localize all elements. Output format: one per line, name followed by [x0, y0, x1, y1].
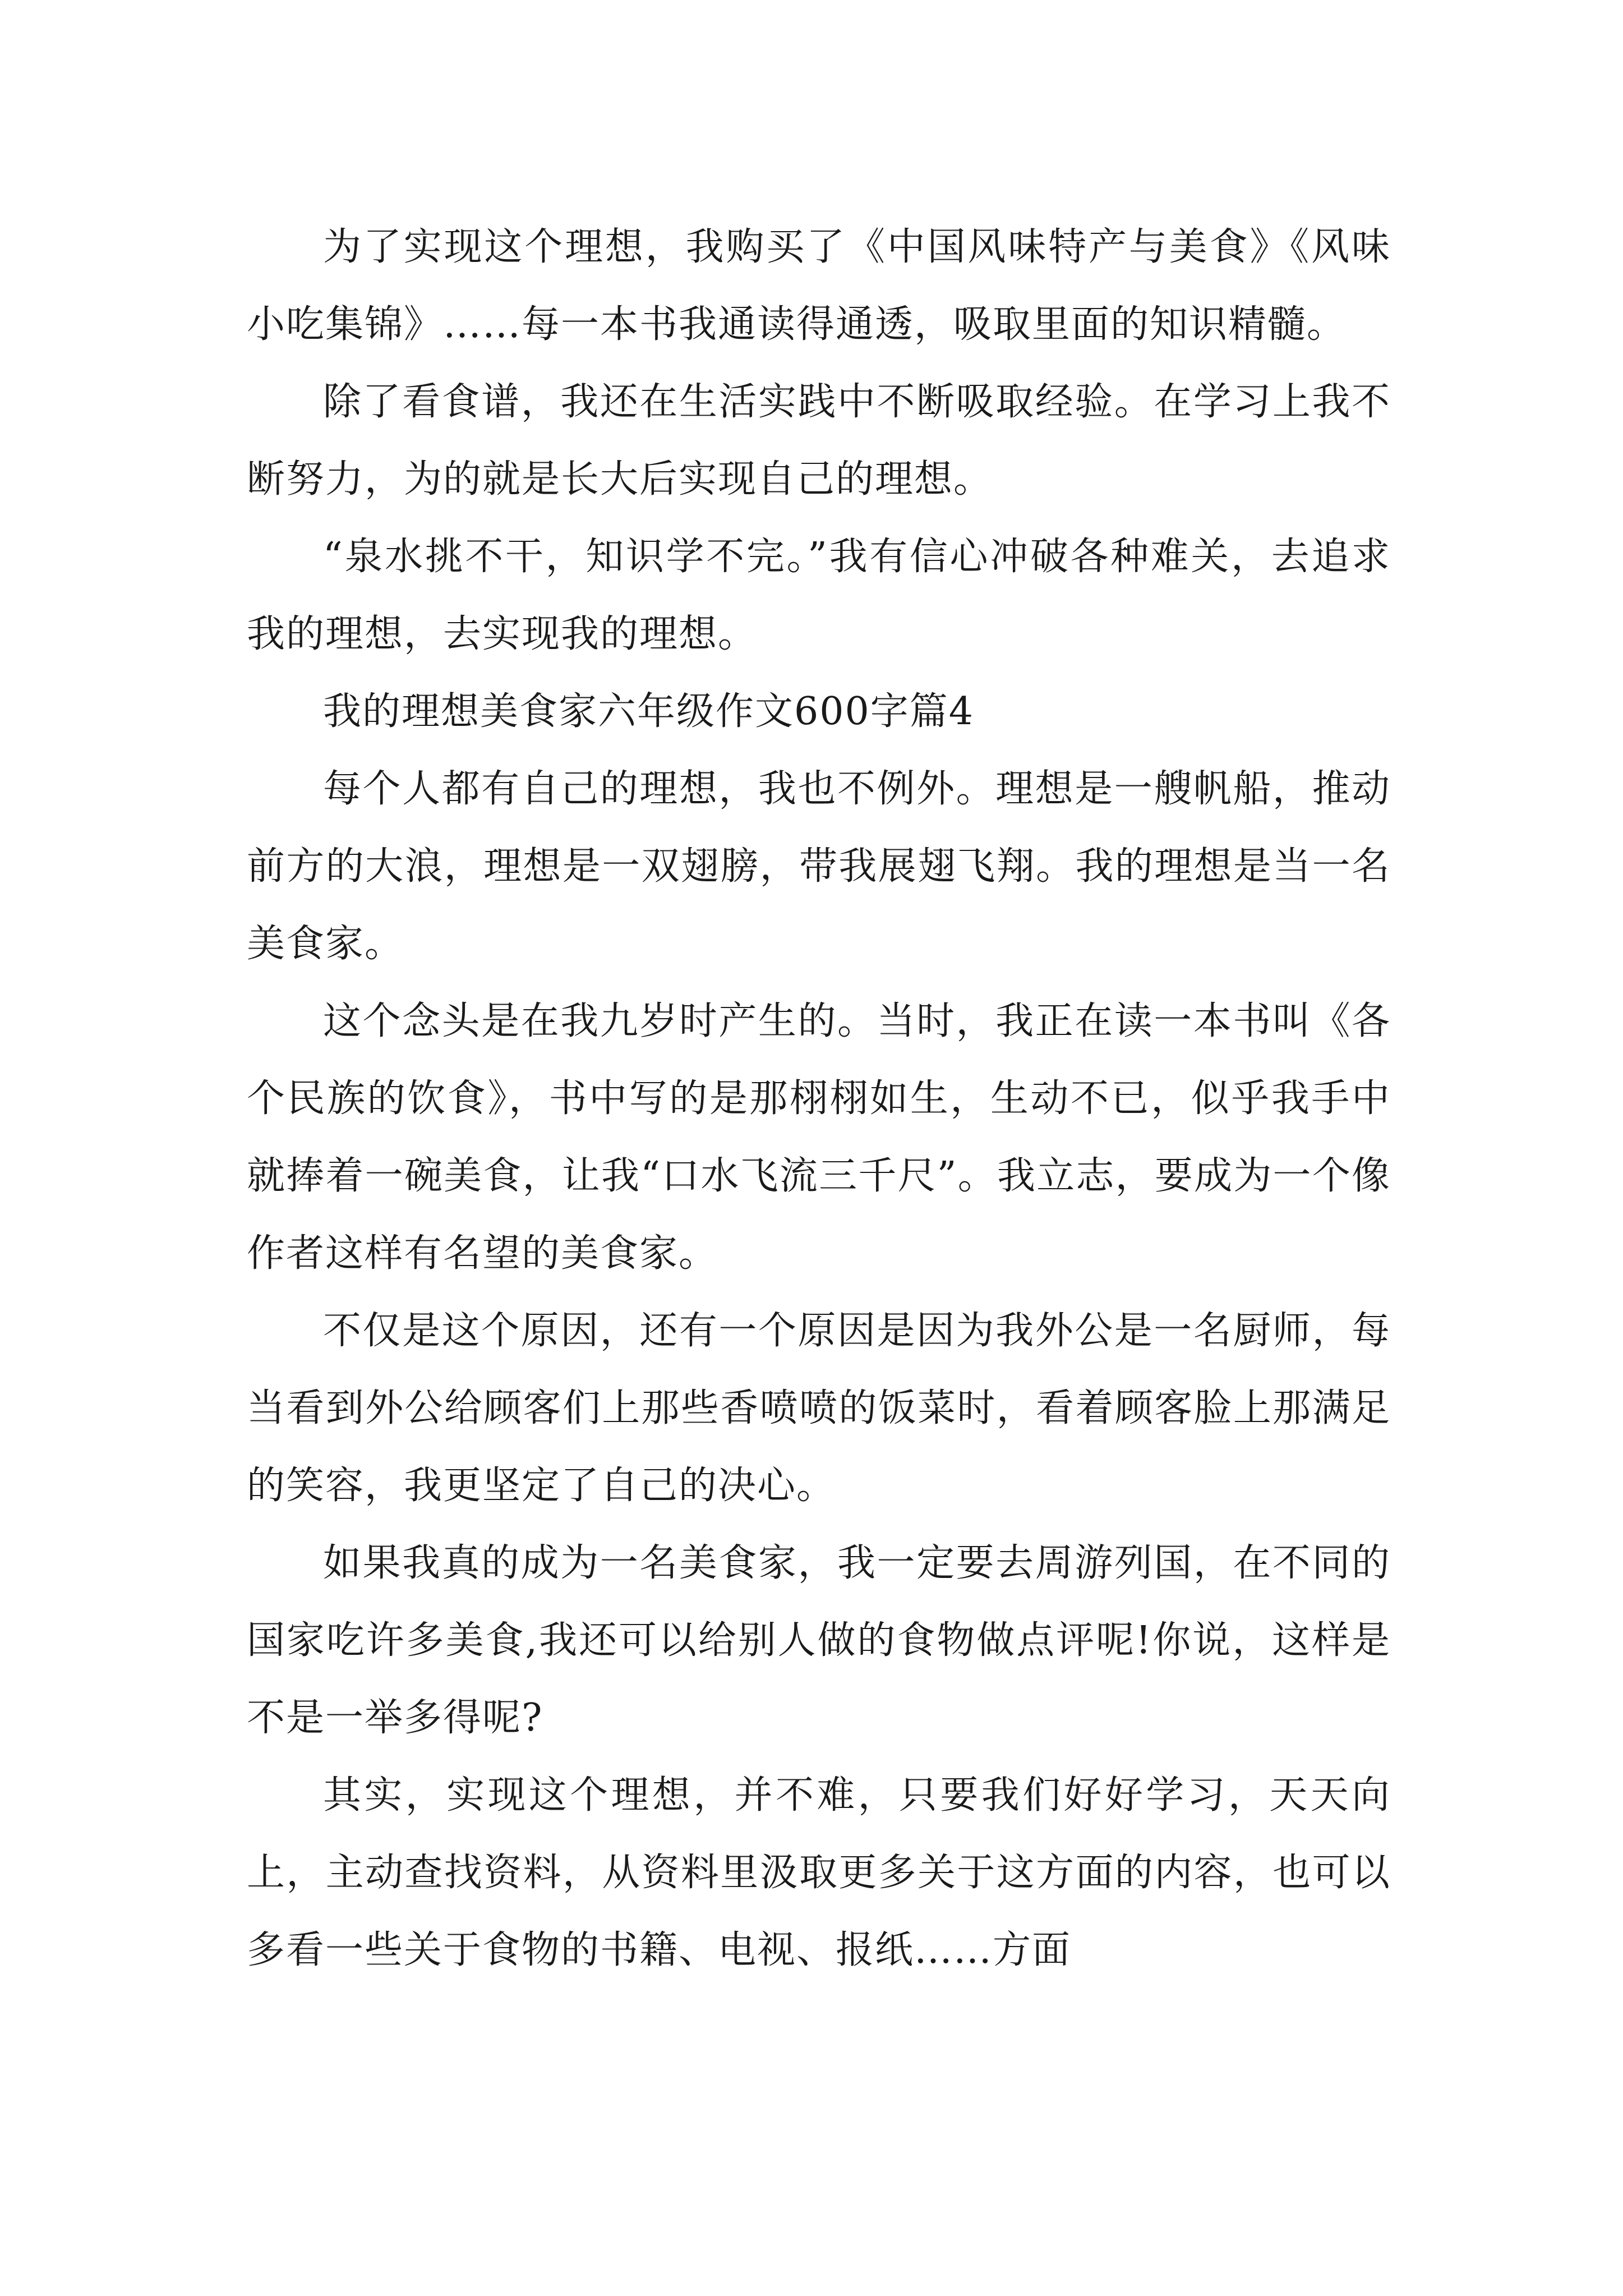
paragraph-3: “泉水挑不干，知识学不完。”我有信心冲破各种难关，去追求我的理想，去实现我的理想。: [247, 535, 1391, 656]
section-heading: 我的理想美食家六年级作文600字篇4: [323, 689, 975, 734]
document-body: [247, 209, 1391, 1989]
paragraph-7: 如果我真的成为一名美食家，我一定要去周游列国，在不同的国家吃许多美食,我还可以给别人做的食物做点评呢!你说，这样是不是一举多得呢?: [247, 1541, 1391, 1740]
paragraph-1: 为了实现这个理想，我购买了《中国风味特产与美食》《风味小吃集锦》……每一本书我通读得通透，吸取里面的知识精髓。: [247, 225, 1391, 347]
paragraph-4: 每个人都有自己的理想，我也不例外。理想是一艘帆船，推动前方的大浪，理想是一双翅膀，带我展翅飞翔。我的理想是当一名美食家。: [247, 767, 1391, 966]
paragraph-6: 不仅是这个原因，还有一个原因是因为我外公是一名厨师，每当看到外公给顾客们上那些香喷喷的饭菜时，看着顾客脸上那满足的笑容，我更坚定了自己的决心。: [247, 1309, 1391, 1508]
paragraph-8: 其实，实现这个理想，并不难，只要我们好好学习，天天向上，主动查找资料，从资料里汲取更多关于这方面的内容，也可以多看一些关于食物的书籍、电视、报纸……方面: [247, 1773, 1391, 1972]
paragraph-2: 除了看食谱，我还在生活实践中不断吸取经验。在学习上我不断努力，为的就是长大后实现自己的理想。: [247, 380, 1391, 501]
paragraph-5: 这个念头是在我九岁时产生的。当时，我正在读一本书叫《各个民族的饮食》，书中写的是那栩栩如生，生动不已，似乎我手中就捧着一碗美食，让我“口水飞流三千尺”。我立志，要成为一个像作者这样有名望的美食家。: [247, 999, 1391, 1276]
